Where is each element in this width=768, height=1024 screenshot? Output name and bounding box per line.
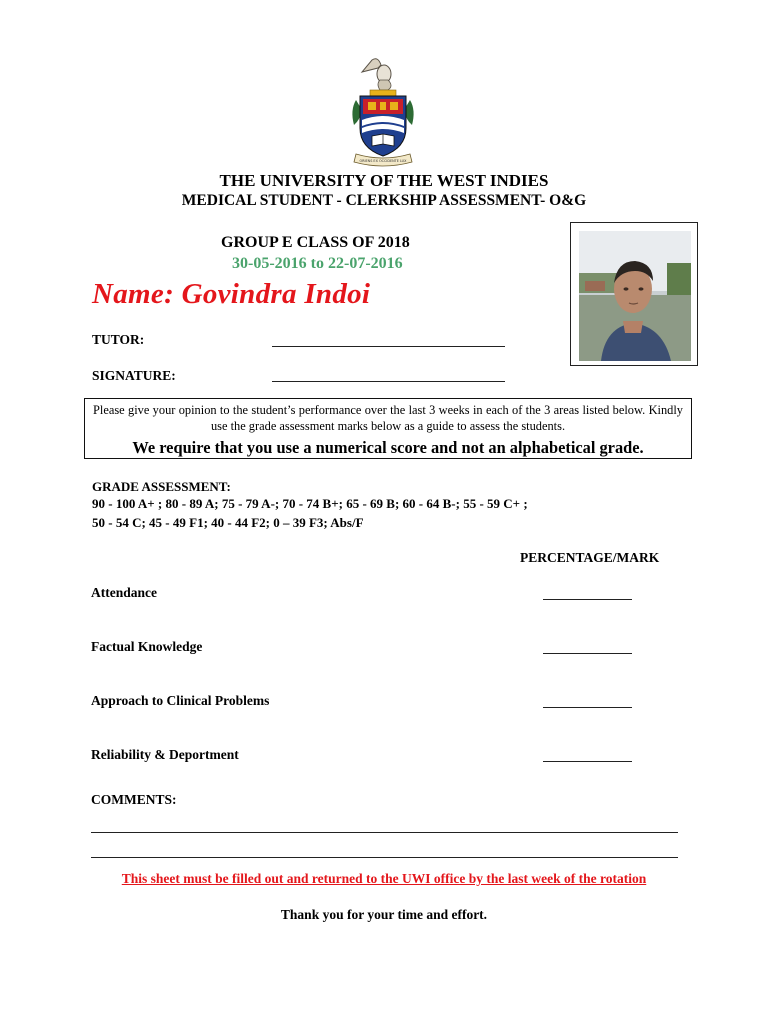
clinical-problems-mark-line[interactable] xyxy=(543,707,632,708)
criterion-reliability: Reliability & Deportment xyxy=(91,747,239,762)
student-photo xyxy=(570,222,698,366)
thank-you-note: Thank you for your time and effort. xyxy=(280,907,488,922)
comments-label: COMMENTS: xyxy=(91,792,177,807)
student-photo-icon xyxy=(571,223,697,365)
university-crest-icon xyxy=(348,50,418,168)
tutor-label: TUTOR: xyxy=(92,332,145,347)
signature-line[interactable] xyxy=(272,381,505,382)
svg-text:ORIENS EX OCCIDENTE LUX: ORIENS EX OCCIDENTE LUX xyxy=(359,159,407,163)
return-deadline-warning: This sheet must be filled out and returned to the UWI office by the last week of the rotation xyxy=(121,871,647,886)
grade-scale-line-1: 90 - 100 A+ ; 80 - 89 A; 75 - 79 A-; 70 - 74 B+; 65 - 69 B; 60 - 64 B-; 55 - 59 C+ ; xyxy=(92,496,528,511)
signature-label: SIGNATURE: xyxy=(92,368,176,383)
criterion-factual-knowledge: Factual Knowledge xyxy=(91,639,203,654)
numerical-score-notice: We require that you use a numerical score and not an alphabetical grade. xyxy=(132,438,644,457)
grade-scale-line-2: 50 - 54 C; 45 - 49 F1; 40 - 44 F2; 0 – 39 F3; Abs/F xyxy=(92,515,364,530)
university-name: THE UNIVERSITY OF THE WEST INDIES xyxy=(219,171,549,190)
comments-line-2[interactable] xyxy=(91,857,678,858)
criterion-attendance: Attendance xyxy=(91,585,157,600)
instructions-text: Please give your opinion to the student’s performance over the last 3 weeks in each of the 3 areas listed below. Kindly use the grade assessment marks below as a guide to assess the students. xyxy=(93,403,683,433)
tutor-line[interactable] xyxy=(272,346,505,347)
attendance-mark-line[interactable] xyxy=(543,599,632,600)
percentage-mark-header: PERCENTAGE/MARK xyxy=(520,550,660,565)
comments-line-1[interactable] xyxy=(91,832,678,833)
criterion-clinical-problems: Approach to Clinical Problems xyxy=(91,693,270,708)
reliability-mark-line[interactable] xyxy=(543,761,632,762)
assessment-title: MEDICAL STUDENT - CLERKSHIP ASSESSMENT- O&G xyxy=(181,192,587,209)
student-name: Name: Govindra Indoi xyxy=(92,278,371,310)
rotation-dates: 30-05-2016 to 22-07-2016 xyxy=(232,255,403,272)
grade-assessment-title: GRADE ASSESSMENT: xyxy=(92,479,231,494)
factual-knowledge-mark-line[interactable] xyxy=(543,653,632,654)
group-class: GROUP E CLASS OF 2018 xyxy=(221,234,410,251)
instructions-box xyxy=(84,398,692,459)
